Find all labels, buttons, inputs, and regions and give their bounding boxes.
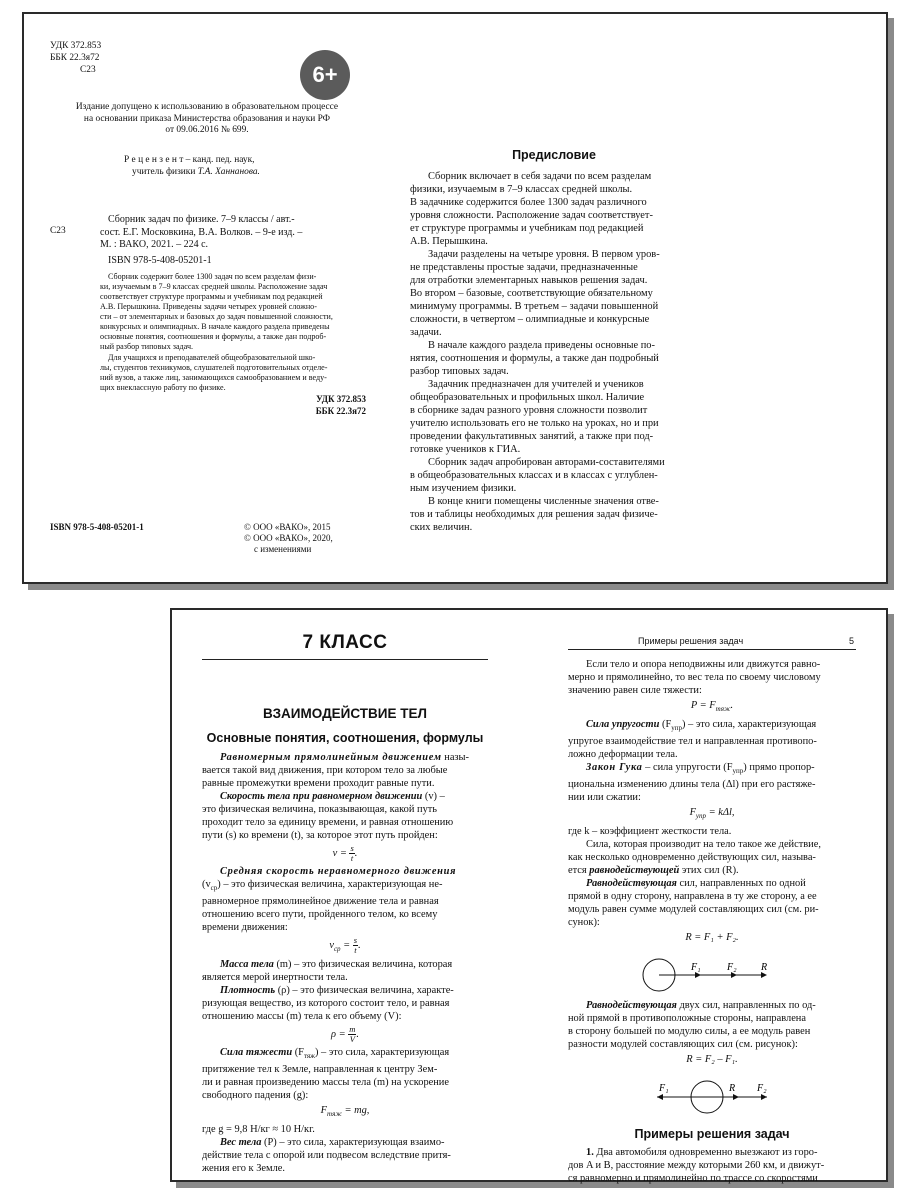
hooke-formula: $F_{упр} = k\Delta l$, bbox=[689, 807, 735, 821]
resultant-opposite-direction: Равнодействующая двух сил, направленных по од- ной прямой в противоположные стороны, направлена в сторону большей по модулю силы, а ее модуль равен разности модулей составляющих сил (см. рисунок): bbox=[568, 1000, 816, 1051]
resultant-same-direction: Равнодействующая сил, направленных по одной прямой в одну сторону, направлена в ту же сторону, а ее модуль равен сумме модулей составляющих сил (см. ри- сунок): bbox=[568, 878, 819, 929]
isbn-bottom: ISBN 978-5-408-05201-1 bbox=[50, 522, 144, 532]
age-rating-badge: 6+ bbox=[300, 50, 350, 100]
bbk-code: ББК 22.3я72 bbox=[50, 53, 100, 63]
g-value: где g = 9,8 Н/кг ≈ 10 Н/кг. bbox=[202, 1124, 315, 1136]
copyright-block: © ООО «ВАКО», 2015 © ООО «ВАКО», 2020, с изменениями bbox=[244, 522, 333, 554]
arrow-f2-head bbox=[761, 1094, 767, 1100]
preface-paragraph-1: Сборник включает в себя задачи по всем разделам физики, изучаемым в 7–9 классах средней школы. В задачнике содержится более 1300 задач различного уровня сложности. Расположение задач соответствует- ет структуре программы и учебникам под редакцией А.В. Перышкина. bbox=[410, 171, 653, 247]
label-f2: F₂ bbox=[757, 1083, 767, 1095]
section-title: ВЗАИМОДЕЙСТВИЕ ТЕЛ bbox=[263, 706, 427, 721]
book-abstract: Сборник содержит более 1300 задач по всем разделам физи- ки, изучаемым в 7–9 классах средней школы. Расположение задач соответствует структуре программы и учебникам под редакцией А.В. Перышкина. Приведены задачи четырех уровней сложно- сти – от элементарных и базовых до задач повышенной сложности, конкурсных и олимпиадных. В начале каждого раздела приведены основные понятия, соотношения и формулы, а также дан подроб- ный разбор типовых задач. Для учащихся и преподавателей общеобразовательной шко- лы, студентов техникумов, слушателей подготовительных отделе- ний вузов, а также лиц, занимающихся самообразованием и веду- щих внеклассную работу по физике. bbox=[100, 272, 333, 392]
left-page bbox=[202, 632, 488, 1175]
resultant-difference-formula: R = F₂ – F₁. bbox=[686, 1054, 738, 1066]
preface-title: Предисловие bbox=[512, 148, 596, 162]
example-number: 1. bbox=[586, 1147, 594, 1159]
running-head-title: Примеры решения задач bbox=[638, 636, 744, 646]
udk-code: УДК 372.853 bbox=[50, 41, 102, 51]
biblio-code: С23 bbox=[50, 226, 66, 236]
stiffness-note: где k – коэффициент жесткости тела. bbox=[568, 826, 732, 838]
approval-note: Издание допущено к использованию в образовательном процессе на основании приказа Министерства образования и науки РФ от 09.06.2016 № 699. bbox=[75, 102, 339, 135]
arrow-f1-head bbox=[657, 1094, 663, 1100]
preface-paragraph-2: Задачи разделены на четыре уровня. В первом уров- не представлены простые задачи, предназначенные для отработки элементарных навыков решения задач. Во втором – базовые, соответствующие обязательному минимуму программы. В третьем – задачи повышенной сложности, в четвертом – олимпиадные и конкурсные задачи. bbox=[410, 249, 660, 338]
running-header bbox=[568, 636, 856, 650]
forces-opposite-direction-diagram bbox=[637, 1071, 787, 1115]
reviewer-name: Т.А. Ханнанова. bbox=[197, 167, 260, 177]
subsection-title: Основные понятия, соотношения, формулы bbox=[206, 731, 484, 745]
preface-paragraph-5: Сборник задач апробирован авторами-составителями в общеобразовательных классах и в классах с углублен- ным изучением физики. bbox=[410, 457, 665, 494]
imprint-spread bbox=[22, 12, 888, 584]
reviewer-note: Р е ц е н з е н т – канд. пед. наук, учитель физики Т.А. Ханнанова. bbox=[124, 155, 260, 177]
weight-definition: Вес тела (P) – это сила, характеризующая взаимо- действие тела с опорой или подвесом вследствие притя- жения его к Земле. bbox=[202, 1137, 451, 1175]
weight-formula: $P = F_{тяж}$. bbox=[690, 700, 734, 714]
preface-paragraph-3: В начале каждого раздела приведены основные по- нятия, соотношения и формулы, а также дан подробный разбор типовых задач. bbox=[410, 340, 659, 377]
arrow-r-head bbox=[733, 1094, 739, 1100]
library-codes-bottom: УДК 372.853 ББК 22.3я72 bbox=[315, 394, 366, 416]
density-definition: Плотность (ρ) – это физическая величина, характе- ризующая вещество, из которого состоит тело, и равная отношению массы (m) тела к его объему (V): bbox=[202, 985, 454, 1023]
bibliographic-record: Сборник задач по физике. 7–9 классы / авт.- сост. Е.Г. Московкина, В.А. Волков. – 9-е изд. – М. : ВАКО, 2021. – 224 с. ISBN 978-5-408-05201-1 bbox=[100, 214, 366, 267]
density-formula: ρ = $\frac{m}{V}$ . bbox=[331, 1024, 359, 1045]
average-speed-formula: $v_{ср}$ = $\frac{s}{t}$ . bbox=[329, 935, 361, 956]
speed-formula: v = $\frac{s}{t}$ . bbox=[332, 843, 358, 863]
mass-definition: Масса тела (m) – это физическая величина, которая является мерой инертности тела. bbox=[202, 959, 453, 984]
author-code: С23 bbox=[80, 65, 96, 75]
uniform-motion-definition: Равномерным прямолинейным движением назы- вается такой вид движения, при котором тело за любые равные промежутки времени проходит равные пути. bbox=[202, 752, 469, 789]
textbook-spread bbox=[170, 608, 888, 1185]
library-codes bbox=[50, 40, 170, 76]
label-f1: F₁ bbox=[659, 1083, 669, 1095]
resultant-definition: Сила, которая производит на тело такое же действие, как несколько одновременно действующих сил, называ- ется равнодействующей этих сил (R). bbox=[568, 839, 821, 877]
average-speed-definition: Средняя скорость неравномерного движения $(v_{ср})$ – это физическая величина, характеризующая не- равномерное прямолинейное движение тела и равная отношению всего пути, пройденного телом, ко всему времени движения: bbox=[202, 866, 457, 934]
elastic-force-definition: Сила упругости $(F_{упр})$ – это сила, характеризующая упругое взаимодействие тел и направленная противопо- ложно деформации тела. bbox=[568, 719, 817, 761]
preface bbox=[410, 148, 698, 534]
forces-same-direction-diagram bbox=[637, 949, 787, 993]
label-r: R bbox=[761, 962, 768, 974]
page-number: 5 bbox=[848, 636, 854, 646]
label-f2: F₂ bbox=[727, 962, 737, 974]
gravity-definition: Сила тяжести $(F_{тяж})$ – это сила, характеризующая притяжение тел к Земле, направленная к центру Зем- ли и равная произведению массы тела (m) на ускорение свободного падения (g): bbox=[202, 1047, 450, 1102]
preface-paragraph-4: Задачник предназначен для учителей и учеников общеобразовательных и профильных школ. Наличие в сборнике задач разного уровня сложности позволит учителю использовать его не только на уроках, но и при проведении факультативных занятий, а также при под- готовке учеников к ГИА. bbox=[410, 379, 659, 455]
preface-paragraph-6: В конце книги помещены численные значения отве- тов и таблицы необходимых для решения задач физиче- ских величин. bbox=[410, 496, 659, 533]
gravity-formula: $F_{тяж}$ = mg, bbox=[320, 1105, 370, 1119]
isbn-line: ISBN 978-5-408-05201-1 bbox=[108, 254, 212, 266]
speed-definition: Скорость тела при равномерном движении (v) – это физическая величина, показывающая, какой путь проходит тело за единицу времени, и равная отношению пути (s) ко времени (t), за которое этот путь пройден: bbox=[202, 791, 454, 841]
example-1: 1. Два автомобиля одновременно выезжают из горо- дов A и B, расстояние между которыми 260 км, и движут- ся равномерно и прямолинейно по трассе со скоростями bbox=[568, 1147, 825, 1185]
class-title: 7 КЛАСС bbox=[302, 632, 388, 653]
right-page bbox=[568, 636, 856, 1185]
label-f1: F₁ bbox=[691, 962, 701, 974]
class-title-rule bbox=[202, 659, 488, 660]
examples-title: Примеры решения задач bbox=[634, 1127, 790, 1142]
resultant-sum-formula: R = F₁ + F₂. bbox=[685, 932, 739, 944]
weight-gravity-note: Если тело и опора неподвижны или движутся равно- мерно и прямолинейно, то вес тела по своему числовому значению равен силе тяжести: bbox=[568, 659, 821, 696]
label-r: R bbox=[729, 1083, 736, 1095]
hooke-law: Закон Гука – сила упругости $(F_{упр})$ прямо пропор- циональна изменению длины тела (Δl) при его растяже- нии или сжатии: bbox=[568, 762, 816, 804]
